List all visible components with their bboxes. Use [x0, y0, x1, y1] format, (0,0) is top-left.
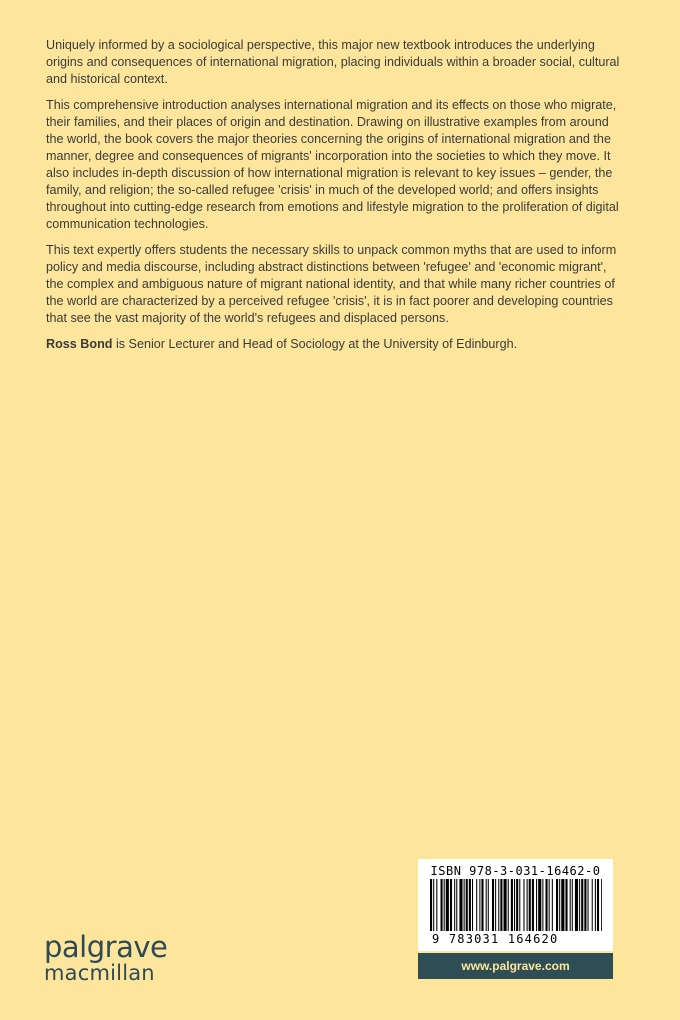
logo-line-macmillan: macmillan: [44, 961, 155, 985]
barcode-bar: [556, 879, 558, 931]
author-bio-text: is Senior Lecturer and Head of Sociology at the University of Edinburgh.: [112, 337, 518, 351]
barcode-bar: [466, 879, 468, 931]
barcode-bar: [523, 879, 524, 931]
barcode-bar: [436, 879, 437, 931]
barcode-bar: [469, 879, 471, 931]
barcode-bar: [511, 879, 513, 931]
barcode-bar: [592, 879, 593, 931]
barcode-bars: [430, 879, 602, 931]
author-name: Ross Bond: [46, 337, 113, 351]
barcode-bar: [584, 879, 586, 931]
barcode-bar: [500, 879, 502, 931]
barcode-bar: [579, 879, 580, 931]
barcode-bar: [444, 879, 445, 931]
author-bio: [46, 336, 626, 353]
barcode-bar: [572, 879, 573, 931]
barcode-bar: [575, 879, 578, 931]
barcode-bar: [446, 879, 449, 931]
barcode-bar: [472, 879, 473, 931]
barcode-bar: [549, 879, 550, 931]
barcode-bar: [504, 879, 507, 931]
barcode-bar: [581, 879, 583, 931]
barcode-bar: [481, 879, 483, 931]
blurb-paragraph-2: This comprehensive introduction analyses international migration and its effects on those who migrate, their families, and their places of origin and destination. Drawing on illustrative examples from around the world, the book covers the major theories concerning the origins of international migration and the manner, degree and consequences of migrants' incorporation into the societies to which they move. It also includes in-depth discussion of how international migration is relevant to key issues – gender, the family, and religion; the so-called refugee 'crisis' in much of the developed world; and offers insights throughout into cutting-edge research from emotions and lifestyle migration to the proliferation of digital communication technologies.: [46, 98, 619, 231]
barcode-bar: [464, 879, 465, 931]
barcode-bar: [498, 879, 499, 931]
barcode-bar: [532, 879, 534, 931]
barcode-bar: [433, 879, 434, 931]
barcode-bar: [459, 879, 462, 931]
barcode-bar: [450, 879, 452, 931]
barcode-bar: [597, 879, 599, 931]
barcode-bar: [538, 879, 541, 931]
barcode-bar: [546, 879, 548, 931]
barcode-bar: [536, 879, 537, 931]
back-cover-blurb: [46, 37, 626, 362]
barcode-bar: [570, 879, 571, 931]
barcode-bar: [595, 879, 596, 931]
publisher-logo: [44, 932, 167, 984]
barcode-bar: [514, 879, 515, 931]
barcode-bar: [479, 879, 480, 931]
isbn-label: ISBN 978-3-031-16462-0: [430, 864, 601, 878]
blurb-paragraph-3: This text expertly offers students the necessary skills to unpack common myths that are used to inform policy and media discourse, including abstract distinctions between 'refugee' and 'economic migrant', the complex and ambiguous nature of migrant national identity, and that while many richer countries of the world are characterized by a perceived refugee 'crisis', it is in fact poorer and developing countries that see the vast majority of the world's refugees and displaced persons.: [46, 243, 617, 325]
barcode-bar: [588, 879, 589, 931]
blurb-paragraph-1: Uniquely informed by a sociological perspective, this major new textbook introduces the underlying origins and consequences of international migration, placing individuals within a broader social, cultural and historical context.: [46, 38, 620, 86]
barcode-bar: [542, 879, 543, 931]
barcode-bar: [488, 879, 489, 931]
barcode-bar: [527, 879, 528, 931]
barcode-bar: [516, 879, 518, 931]
barcode-bar: [476, 879, 477, 931]
barcode-bar: [495, 879, 496, 931]
barcode-digits: 9 783031 164620: [432, 932, 559, 946]
barcode-bar: [519, 879, 520, 931]
isbn-barcode: [418, 859, 613, 951]
barcode-bar: [486, 879, 487, 931]
barcode-bar: [565, 879, 567, 931]
barcode-bar: [561, 879, 564, 931]
publisher-url: www.palgrave.com: [418, 953, 613, 979]
barcode-bar: [552, 879, 553, 931]
barcode-bar: [454, 879, 455, 931]
barcode-bar: [441, 879, 443, 931]
barcode-bar: [492, 879, 494, 931]
barcode-bar: [430, 879, 432, 931]
barcode-bar: [508, 879, 509, 931]
logo-line-palgrave: palgrave: [44, 930, 168, 964]
barcode-bar: [456, 879, 457, 931]
barcode-bar: [529, 879, 531, 931]
barcode-bar: [601, 879, 602, 931]
barcode-bar: [559, 879, 560, 931]
